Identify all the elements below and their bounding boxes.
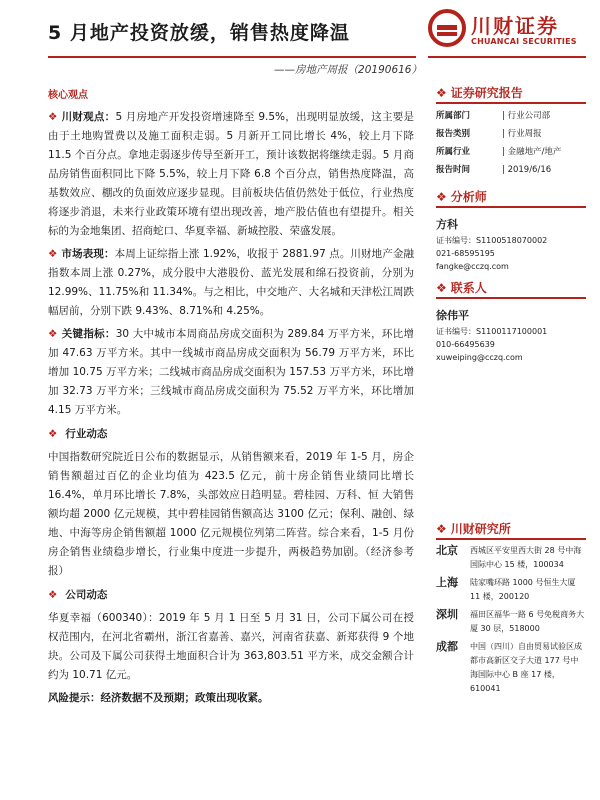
risk-warning: 风险提示：经济数据不及预期；政策出现收紧。 <box>48 692 269 704</box>
analyst-heading: ❖ 分析师 <box>436 190 586 208</box>
contact-email[interactable]: xuweiping@cczq.com <box>436 353 523 362</box>
chuancai-view-paragraph <box>48 108 414 241</box>
page-title: 5 月地产投资放缓，销售热度降温 <box>48 22 350 44</box>
office-shenzhen: 深圳 福田区福华一路 6 号免税商务大厦 30 层，518000 <box>436 608 585 633</box>
diamond-bullet-icon: ❖ <box>48 248 58 260</box>
diamond-bullet-icon: ❖ <box>436 86 447 100</box>
chuancai-logo-icon <box>428 9 466 47</box>
chuancai-view-text: 5 月房地产开发投资增速降至 9.5%，出现明显放缓，这主要是由于土地购置费以及施工面积走弱。5 月新开工同比增长 4%，较上月下降 11.5 个百分点。拿地走弱逐步传导至新开工，预计该数据将继续走弱。5 月商品房销售面积同比下降 5.5%，较上月下降 6.8 个百分点，销售热度降温，高基数效应、棚改的负面效应逐步显现。目前板块估值仍然处于低位，行业热度将逐步消退，未来行业政策环境有望出现改善，地产股估值也有望提升。相关标的为金地集团、招商蛇口、华夏幸福、新城控股、荣盛发展。 <box>48 111 415 237</box>
contact-name: 徐伟平 <box>436 309 469 322</box>
logo-english-name: CHUANCAI SECURITIES <box>471 37 577 46</box>
diamond-bullet-icon: ❖ <box>48 111 58 123</box>
logo-chinese-name: 川财证券 <box>471 14 559 38</box>
main-column <box>48 86 414 708</box>
diamond-bullet-icon: ❖ <box>436 522 447 536</box>
contact-heading: ❖ 联系人 <box>436 281 586 299</box>
header-divider-right <box>428 56 586 58</box>
contact-phone: 010-66495639 <box>436 340 495 349</box>
market-performance-paragraph <box>48 245 414 321</box>
diamond-bullet-icon: ❖ <box>48 589 58 601</box>
company-news-heading: ❖ 公司动态 <box>48 589 108 601</box>
office-beijing: 北京 西城区平安里西大街 28 号中海国际中心 15 楼，100034 <box>436 544 582 569</box>
industry-news-text: 中国指数研究院近日公布的数据显示，从销售额来看，2019 年 1-5 月，房企销售额超过百亿的企业均值为 423.5 亿元，前十房企销售业绩同比增长 16.4%，单月环比增长 7.8%，头部效应日趋明显。碧桂园、万科、恒 大销售额均超 2000 亿元规模，其中碧桂园销售额高达 3100 亿元；保利、融创、绿地、中海等房企销售额超 1000 亿元规模位列第二阵营。综合来看，1-5 月份房企销售业绩稳步增长，行业集中度进一步提升，两极趋势加剧。（经济参考报） <box>48 451 414 577</box>
office-shanghai: 上海 陆家嘴环路 1000 号恒生大厦 11 楼，200120 <box>436 576 576 601</box>
header-divider-left <box>48 56 416 58</box>
market-performance-label: 市场表现： <box>61 248 115 260</box>
diamond-bullet-icon: ❖ <box>436 190 447 204</box>
contact-card <box>436 309 586 364</box>
diamond-bullet-icon: ❖ <box>436 281 447 295</box>
sidebar-spacer <box>436 372 586 522</box>
chuancai-view-label: 川财观点： <box>61 111 116 123</box>
report-info-heading: ❖ 证券研究报告 <box>436 86 586 104</box>
analyst-phone: 021-68595195 <box>436 249 495 258</box>
analyst-cert: 证书编号：S1100518070002 <box>436 236 548 245</box>
contact-cert: 证书编号：S1100117100001 <box>436 327 548 336</box>
key-indicators-text: 30 大中城市本周商品房成交面积为 289.84 万平方米，环比增加 47.63 万平方米。其中一线城市商品房成交面积为 56.79 万平方米，环比增加 10.75 万平方米；二线城市商品房成交面积为 157.53 万平方米，环比增加 32.73 万平方米；三线城市商品房成交面积为 75.52 万平方米，环比增加 4.15 万平方米。 <box>48 328 414 416</box>
info-row-category: 报告类别 | 行业周报 <box>436 129 542 139</box>
analyst-name: 方科 <box>436 218 458 231</box>
company-news-text: 华夏幸福（600340）：2019 年 5 月 1 日至 5 月 31 日，公司下属公司在授权范围内，在河北省霸州，浙江省嘉善、嘉兴，河南省获嘉、新郑获得 9 个地块。公司及下属公司获得土地面积合计为 363,803.51 平方米，成交金额合计约为 10.71 亿元。 <box>48 612 414 681</box>
report-subtitle: ——房地产周报（20190616） <box>274 64 422 76</box>
analyst-email[interactable]: fangke@cczq.com <box>436 262 509 271</box>
info-row-date: 报告时间 | 2019/6/16 <box>436 165 552 175</box>
info-row-department: 所属部门 | 行业公司部 <box>436 111 551 121</box>
office-chengdu: 成都 中国（四川）自由贸易试验区成都市高新区交子大道 177 号中海国际中心 B 座 17 楼，610041 <box>436 640 582 693</box>
info-row-industry: 所属行业 | 金融地产/地产 <box>436 147 562 157</box>
key-indicators-paragraph <box>48 325 414 420</box>
market-performance-text: 本周上证综指上涨 1.92%，收报于 2881.97 点。川财地产金融指数本周上涨 0.27%，成分股中大港股份、蓝光发展和绵石投资前，分别为 12.99%、11.75%和 11.34%。与之相比，中交地产、大名城和天津松江周跌幅居前，分别下跌 9.43%、8.71%和 4.25%。 <box>48 248 414 317</box>
institute-heading: ❖ 川财研究所 <box>436 522 586 540</box>
industry-news-heading: ❖ 行业动态 <box>48 428 108 440</box>
diamond-bullet-icon: ❖ <box>48 428 58 440</box>
report-header <box>0 0 600 60</box>
diamond-bullet-icon: ❖ <box>48 328 58 340</box>
analyst-card <box>436 218 586 273</box>
core-views-label: 核心观点 <box>48 90 88 101</box>
key-indicators-label: 关键指标： <box>61 328 116 340</box>
sidebar <box>436 86 586 700</box>
